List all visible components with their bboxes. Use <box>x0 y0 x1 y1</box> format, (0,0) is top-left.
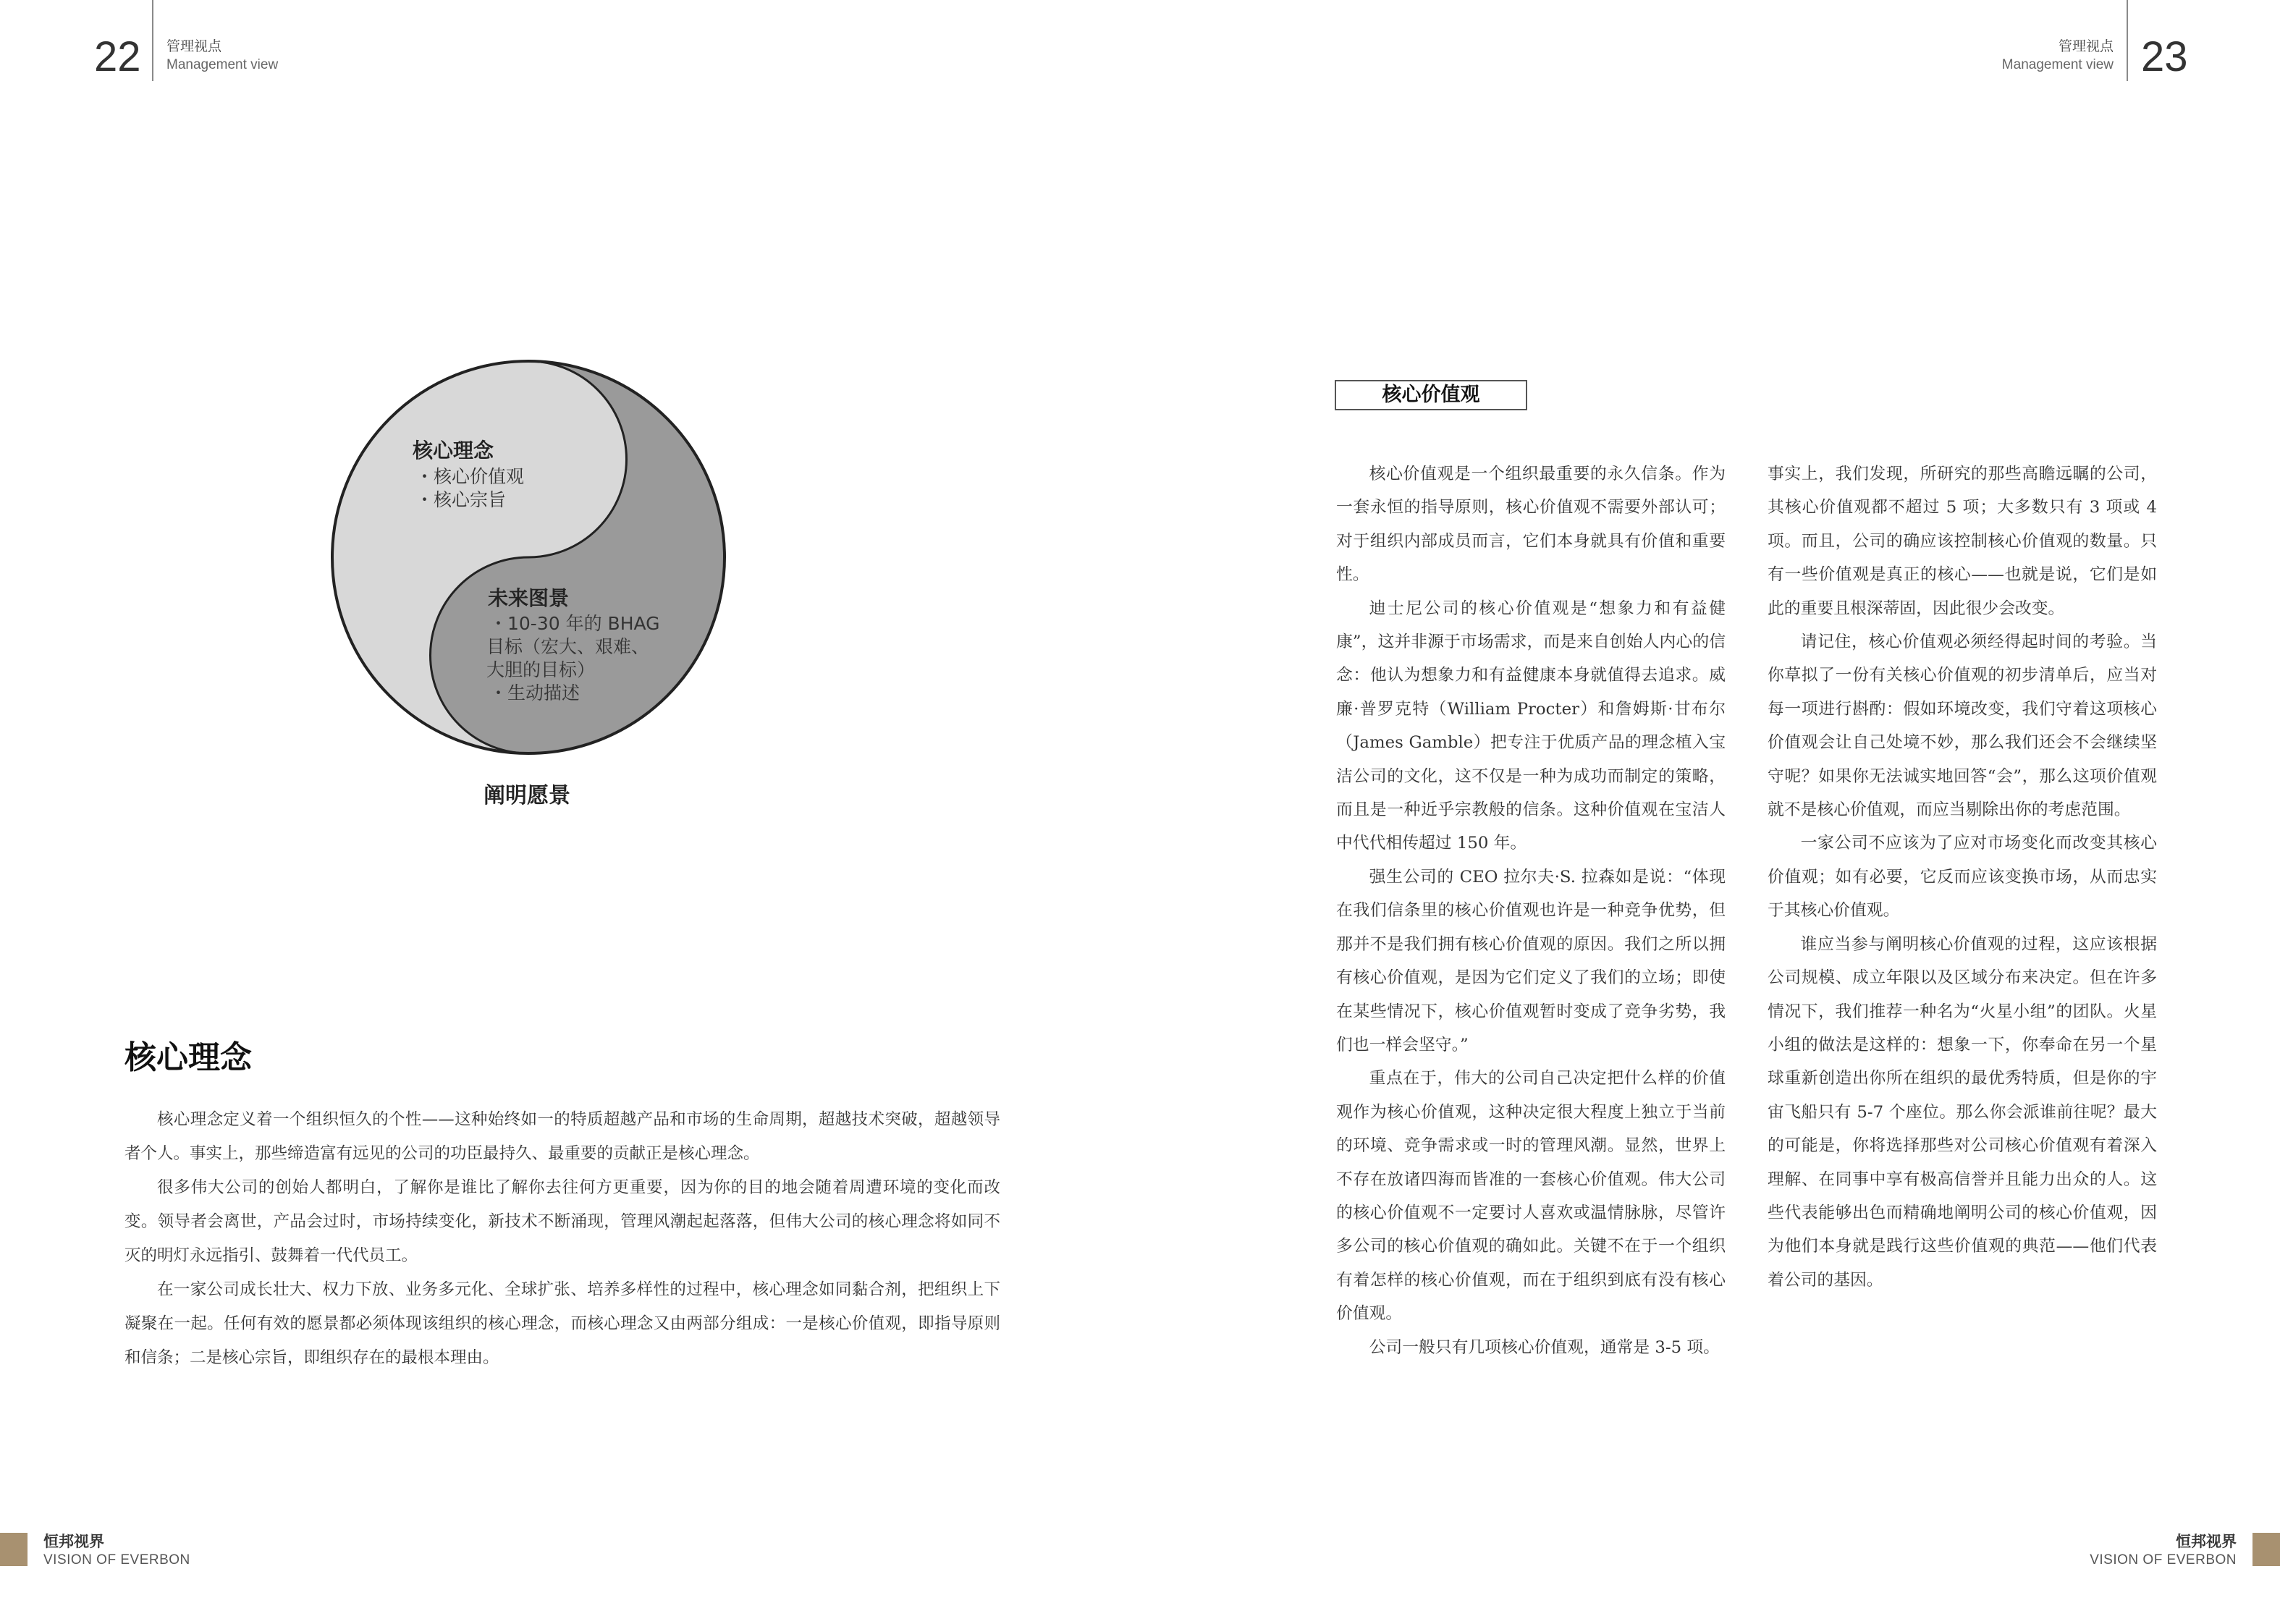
diagram-top-item: ・核心价值观 <box>415 466 525 487</box>
right-page-number: 23 <box>2141 33 2188 80</box>
diagram-bottom-title: 未来图景 <box>488 586 570 610</box>
right-article-paragraph-continued: 事实上，我们发现，所研究的那些高瞻远瞩的公司，其核心价值观都不超过 5 项；大多数只有 3 项或 4 项。而且，公司的确应该控制核心价值观的数量。只有一些价值观是真正的核心——也就是说，它们是如此的重要且根深蒂固，因此很少会改变。 <box>1768 465 2157 618</box>
right-article-paragraph: 一家公司不应该为了应对市场变化而改变其核心价值观；如有必要，它反而应该变换市场，从而忠实于其核心价值观。 <box>1768 834 2157 921</box>
left-article-body <box>124 1103 1000 1375</box>
diagram-bottom-item: ・10-30 年的 BHAG <box>489 613 660 634</box>
diagram-bottom-item: 目标（宏大、艰难、 <box>486 636 650 657</box>
right-article-paragraph: 核心价值观是一个组织最重要的永久信条。作为一套永恒的指导原则，核心价值观不需要外部认可；对于组织内部成员而言，它们本身就具有价值和重要性。 <box>1336 465 1726 585</box>
right-article-paragraph: 请记住，核心价值观必须经得起时间的考验。当你草拟了一份有关核心价值观的初步清单后，应当对每一项进行斟酌：假如环境改变，我们守着这项核心价值观会让自己处境不妙，那么我们还会不会继续坚守呢？如果你无法诚实地回答“会”，那么这项价值观就不是核心价值观，而应当剔除出你的考虑范围。 <box>1768 633 2157 820</box>
right-footer-accent-block <box>2252 1533 2280 1566</box>
right-article-paragraph: 谁应当参与阐明核心价值观的过程，这应该根据公司规模、成立年限以及区域分布来决定。但在许多情况下，我们推荐一种名为“火星小组”的团队。火星小组的做法是这样的：想象一下，你奉命在另一个星球重新创造出你所在组织的最优秀特质，但是你的宇宙飞船只有 5-7 个座位。那么你会派谁前往呢？最大的可能是，你将选择那些对公司核心价值观有着深入理解、在同事中享有极高信誉并且能力出众的人。这些代表能够出色而精确地阐明公司的核心价值观，因为他们本身就是践行这些价值观的典范——他们代表着公司的基因。 <box>1768 934 2157 1290</box>
left-article-paragraph: 很多伟大公司的创始人都明白，了解你是谁比了解你去往何方更重要，因为你的目的地会随着周遭环境的变化而改变。领导者会离世，产品会过时，市场持续变化，新技术不断涌现，管理风潮起起落落，但伟大公司的核心理念将如同不灭的明灯永远指引、鼓舞着一代代员工。 <box>124 1178 1000 1265</box>
diagram-bottom-item: ・生动描述 <box>489 682 580 703</box>
right-header-divider <box>2127 0 2128 81</box>
right-article-paragraph: 强生公司的 CEO 拉尔夫·S. 拉森如是说：“体现在我们信条里的核心价值观也许是一种竞争优势，但那并不是我们拥有核心价值观的原因。我们之所以拥有核心价值观，是因为它们定义了我们的立场；即使在某些情况下，核心价值观暂时变成了竞争劣势，我们也一样会坚守。” <box>1336 867 1726 1054</box>
right-header-section-en: Management view <box>2001 57 2114 72</box>
diagram-top-title: 核心理念 <box>413 439 494 462</box>
right-article-paragraph: 迪士尼公司的核心价值观是“想象力和有益健康”，这并非源于市场需求，而是来自创始人内心的信念：他认为想象力和有益健康本身就值得去追求。威廉·普罗克特（William Procter）和詹姆斯·甘布尔（James Gamble）把专注于优质产品的理念植入宝洁公司的文化，这不仅是一种为成功而制定的策略，而且是一种近乎宗教般的信条。这种价值观在宝洁人中代代相传超过 150 年。 <box>1336 599 1726 853</box>
right-section-title: 核心价值观 <box>1335 380 1527 410</box>
left-article-heading: 核心理念 <box>124 1039 252 1076</box>
left-article-paragraph: 在一家公司成长壮大、权力下放、业务多元化、全球扩张、培养多样性的过程中，核心理念如同黏合剂，把组织上下凝聚在一起。任何有效的愿景都必须体现该组织的核心理念，而核心理念又由两部分组成：一是核心价值观，即指导原则和信条；二是核心宗旨，即组织存在的最根本理由。 <box>124 1280 1000 1367</box>
right-article-column-1 <box>1336 457 1726 1364</box>
right-article-paragraph: 重点在于，伟大的公司自己决定把什么样的价值观作为核心价值观，这种决定很大程度上独立于当前的环境、竞争需求或一时的管理风潮。显然，世界上不存在放诸四海而皆准的一套核心价值观。伟大公司的核心价值观不一定要讨人喜欢或温情脉脉，尽管许多公司的核心价值观的确如此。关键不在于一个组织有着怎样的核心价值观，而在于组织到底有没有核心价值观。 <box>1336 1069 1726 1324</box>
right-article-column-2 <box>1768 457 2157 1297</box>
left-page-number: 22 <box>94 33 141 80</box>
right-article-paragraph: 公司一般只有几项核心价值观，通常是 3-5 项。 <box>1369 1337 1720 1357</box>
left-header-section-cn: 管理视点 <box>166 38 222 54</box>
diagram-bottom-item: 大胆的目标） <box>486 659 596 680</box>
vision-diagram <box>318 347 738 767</box>
left-footer-brand-en: VISION OF EVERBON <box>43 1552 190 1568</box>
right-footer-brand-en: VISION OF EVERBON <box>2090 1552 2237 1568</box>
left-footer-accent-block <box>0 1533 28 1566</box>
left-footer-brand-cn: 恒邦视界 <box>43 1533 104 1550</box>
left-header-section-en: Management view <box>166 57 279 72</box>
diagram-top-item: ・核心宗旨 <box>415 489 507 510</box>
left-header-divider <box>152 0 153 81</box>
right-header-section-cn: 管理视点 <box>2058 38 2114 54</box>
diagram-caption: 阐明愿景 <box>484 783 570 808</box>
left-article-paragraph: 核心理念定义着一个组织恒久的个性——这种始终如一的特质超越产品和市场的生命周期，超越技术突破，超越领导者个人。事实上，那些缔造富有远见的公司的功臣最持久、最重要的贡献正是核心理念。 <box>124 1110 1000 1163</box>
right-footer-brand-cn: 恒邦视界 <box>2176 1533 2237 1550</box>
